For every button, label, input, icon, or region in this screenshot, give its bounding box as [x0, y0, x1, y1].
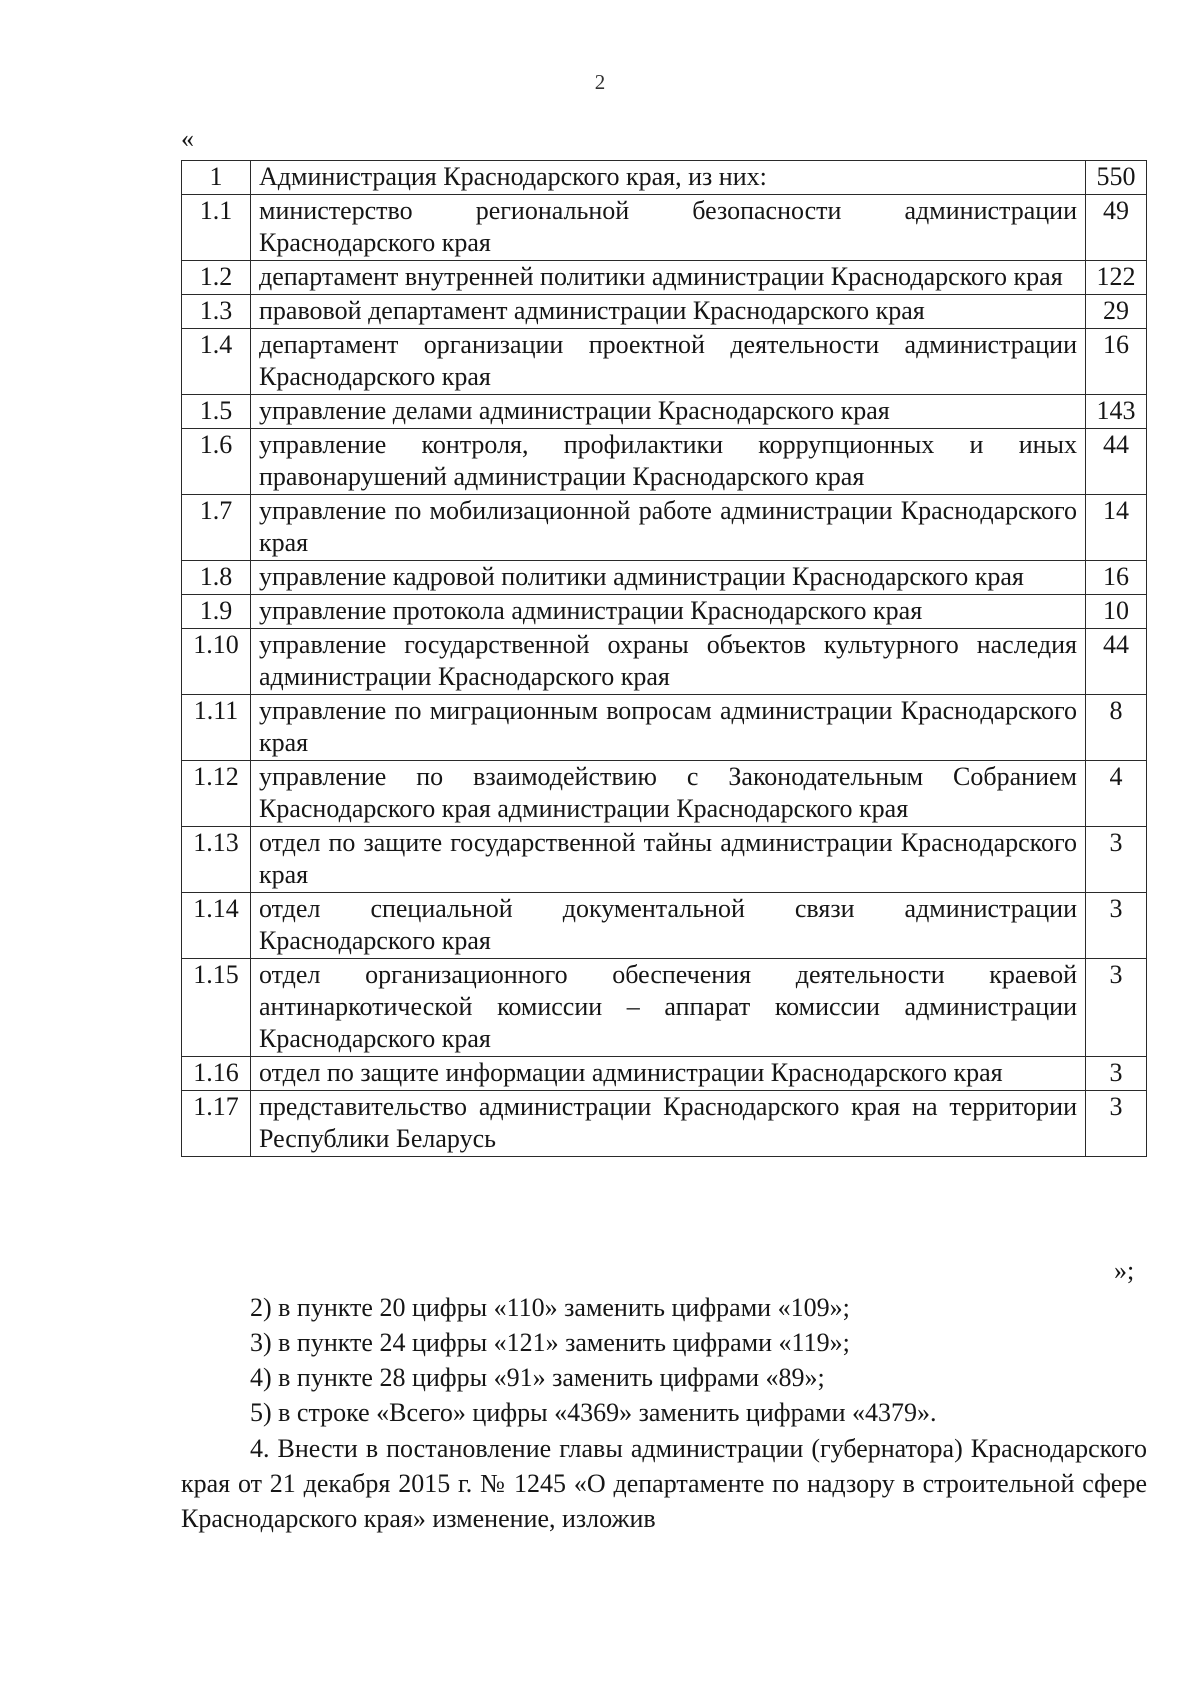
- amendment-item: 5) в строке «Всего» цифры «4369» заменить цифрами «4379».: [250, 1398, 937, 1427]
- table-row: [182, 893, 1147, 959]
- row-name: управление по мобилизационной работе администрации Краснодарского края: [251, 495, 1086, 561]
- table-row: [182, 1057, 1147, 1091]
- table-row: [182, 261, 1147, 295]
- table-row: [182, 495, 1147, 561]
- row-quantity: 143: [1086, 395, 1147, 429]
- row-quantity: 44: [1086, 629, 1147, 695]
- row-number: 1.16: [182, 1057, 251, 1091]
- row-name: управление государственной охраны объектов культурного наследия администрации Краснодарского края: [251, 629, 1086, 695]
- row-quantity: 49: [1086, 195, 1147, 261]
- table-row: [182, 761, 1147, 827]
- row-number: 1: [182, 161, 251, 195]
- row-quantity: 3: [1086, 1057, 1147, 1091]
- row-quantity: 29: [1086, 295, 1147, 329]
- row-name: отдел по защите государственной тайны администрации Краснодарского края: [251, 827, 1086, 893]
- paragraph-4: 4. Внести в постановление главы администрации (губернатора) Краснодарского края от 21 декабря 2015 г. № 1245 «О департаменте по надзору в строительной сфере Краснодарского края» изменение, изложив: [181, 1434, 1147, 1533]
- staffing-table-body: [182, 161, 1147, 1157]
- row-name: министерство региональной безопасности администрации Краснодарского края: [251, 195, 1086, 261]
- row-name: департамент внутренней политики администрации Краснодарского края: [251, 261, 1086, 295]
- row-name: управление по миграционным вопросам администрации Краснодарского края: [251, 695, 1086, 761]
- row-quantity: 122: [1086, 261, 1147, 295]
- row-number: 1.1: [182, 195, 251, 261]
- row-name: отдел организационного обеспечения деятельности краевой антинаркотической комиссии – аппарат комиссии администрации Краснодарского края: [251, 959, 1086, 1057]
- closing-quote-mark: »;: [1114, 1256, 1135, 1285]
- row-name: правовой департамент администрации Краснодарского края: [251, 295, 1086, 329]
- row-name: управление делами администрации Краснодарского края: [251, 395, 1086, 429]
- table-row: [182, 195, 1147, 261]
- table-row: [182, 295, 1147, 329]
- row-number: 1.4: [182, 329, 251, 395]
- table-row: [182, 1091, 1147, 1157]
- table-row: [182, 429, 1147, 495]
- row-quantity: 10: [1086, 595, 1147, 629]
- row-number: 1.11: [182, 695, 251, 761]
- row-number: 1.14: [182, 893, 251, 959]
- row-quantity: 550: [1086, 161, 1147, 195]
- row-number: 1.7: [182, 495, 251, 561]
- row-number: 1.12: [182, 761, 251, 827]
- row-name: Администрация Краснодарского края, из них:: [251, 161, 1086, 195]
- row-quantity: 3: [1086, 1091, 1147, 1157]
- row-name: управление контроля, профилактики коррупционных и иных правонарушений администрации Краснодарского края: [251, 429, 1086, 495]
- row-quantity: 4: [1086, 761, 1147, 827]
- row-number: 1.3: [182, 295, 251, 329]
- row-number: 1.9: [182, 595, 251, 629]
- row-quantity: 3: [1086, 893, 1147, 959]
- opening-quote-mark: «: [181, 124, 194, 153]
- table-row: [182, 595, 1147, 629]
- row-quantity: 14: [1086, 495, 1147, 561]
- table-row: [182, 695, 1147, 761]
- row-quantity: 44: [1086, 429, 1147, 495]
- row-number: 1.2: [182, 261, 251, 295]
- row-quantity: 16: [1086, 329, 1147, 395]
- row-number: 1.13: [182, 827, 251, 893]
- table-row: [182, 629, 1147, 695]
- table-row: [182, 329, 1147, 395]
- row-number: 1.17: [182, 1091, 251, 1157]
- row-name: управление протокола администрации Краснодарского края: [251, 595, 1086, 629]
- table-row: [182, 395, 1147, 429]
- table-row: [182, 959, 1147, 1057]
- row-quantity: 3: [1086, 827, 1147, 893]
- row-name: управление по взаимодействию с Законодательным Собранием Краснодарского края администрации Краснодарского края: [251, 761, 1086, 827]
- row-number: 1.10: [182, 629, 251, 695]
- staffing-table: [181, 160, 1147, 1157]
- amendments-list: [250, 1290, 1110, 1430]
- row-quantity: 16: [1086, 561, 1147, 595]
- page-number: 2: [594, 70, 606, 94]
- row-number: 1.6: [182, 429, 251, 495]
- row-quantity: 8: [1086, 695, 1147, 761]
- table-row: [182, 827, 1147, 893]
- row-number: 1.8: [182, 561, 251, 595]
- amendment-item: 3) в пункте 24 цифры «121» заменить цифрами «119»;: [250, 1328, 850, 1357]
- amendment-item: 4) в пункте 28 цифры «91» заменить цифрами «89»;: [250, 1363, 825, 1392]
- row-name: департамент организации проектной деятельности администрации Краснодарского края: [251, 329, 1086, 395]
- row-quantity: 3: [1086, 959, 1147, 1057]
- row-name: представительство администрации Краснодарского края на территории Республики Беларусь: [251, 1091, 1086, 1157]
- row-name: отдел по защите информации администрации Краснодарского края: [251, 1057, 1086, 1091]
- row-name: отдел специальной документальной связи администрации Краснодарского края: [251, 893, 1086, 959]
- row-number: 1.5: [182, 395, 251, 429]
- table-row: [182, 161, 1147, 195]
- table-row: [182, 561, 1147, 595]
- row-number: 1.15: [182, 959, 251, 1057]
- row-name: управление кадровой политики администрации Краснодарского края: [251, 561, 1086, 595]
- amendment-item: 2) в пункте 20 цифры «110» заменить цифрами «109»;: [250, 1293, 850, 1322]
